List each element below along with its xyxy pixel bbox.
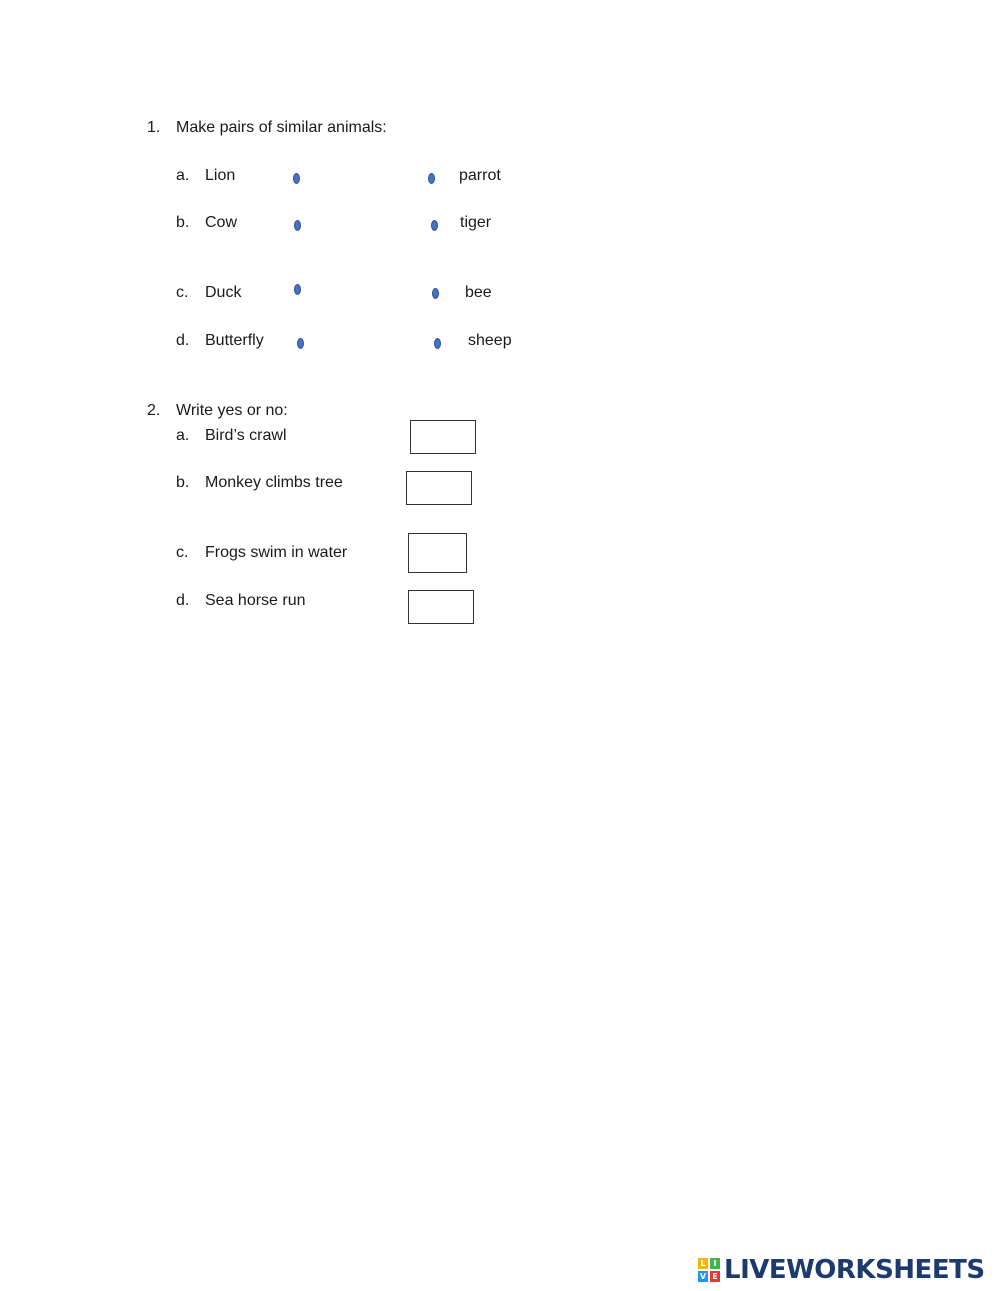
yesno-answer-box-b[interactable] (406, 471, 472, 505)
match-dot-a-left[interactable] (293, 173, 300, 184)
yesno-answer-box-c[interactable] (408, 533, 467, 573)
logo-block-e: E (710, 1271, 720, 1282)
question-2-number: 2. (147, 402, 161, 419)
match-dot-c-right[interactable] (432, 288, 439, 299)
match-item-a-letter: a. (176, 167, 190, 184)
logo-block-v: V (699, 1271, 707, 1281)
yesno-item-a-letter: a. (176, 427, 190, 444)
match-dot-c-left[interactable] (294, 284, 301, 295)
yesno-item-c-text: Frogs swim in water (205, 544, 348, 561)
match-item-c-left: Duck (205, 284, 242, 301)
yesno-item-c-letter: c. (176, 544, 189, 561)
match-item-a-left: Lion (205, 167, 236, 184)
match-item-b-right: tiger (460, 214, 492, 231)
logo-block-i: I (710, 1258, 720, 1269)
yesno-answer-box-a[interactable] (410, 420, 476, 454)
yesno-answer-box-d[interactable] (408, 590, 474, 624)
yesno-item-b-letter: b. (176, 474, 190, 491)
match-item-b-letter: b. (176, 214, 190, 231)
match-dot-d-right[interactable] (434, 338, 441, 349)
question-1-number: 1. (147, 119, 161, 136)
match-dot-a-right[interactable] (428, 173, 435, 184)
question-1-title: Make pairs of similar animals: (176, 119, 387, 136)
question-2-title: Write yes or no: (176, 402, 288, 419)
match-dot-b-left[interactable] (294, 220, 301, 231)
match-item-b-left: Cow (205, 214, 238, 231)
match-item-d-right: sheep (468, 332, 512, 349)
match-item-d-letter: d. (176, 332, 190, 349)
logo-block-l: L (698, 1258, 708, 1269)
match-dot-d-left[interactable] (297, 338, 304, 349)
match-item-a-right: parrot (459, 167, 501, 184)
liveworksheets-logo-text: LIVEWORKSHEETS (724, 1255, 985, 1285)
liveworksheets-logo-icon (698, 1258, 720, 1282)
match-item-d-left: Butterfly (205, 332, 264, 349)
yesno-item-d-text: Sea horse run (205, 592, 306, 609)
yesno-item-a-text: Bird’s crawl (205, 427, 287, 444)
match-dot-b-right[interactable] (431, 220, 438, 231)
yesno-item-d-letter: d. (176, 592, 190, 609)
match-item-c-letter: c. (176, 284, 189, 301)
match-item-c-right: bee (465, 284, 492, 301)
liveworksheets-logo (698, 1256, 985, 1284)
yesno-item-b-text: Monkey climbs tree (205, 474, 343, 491)
